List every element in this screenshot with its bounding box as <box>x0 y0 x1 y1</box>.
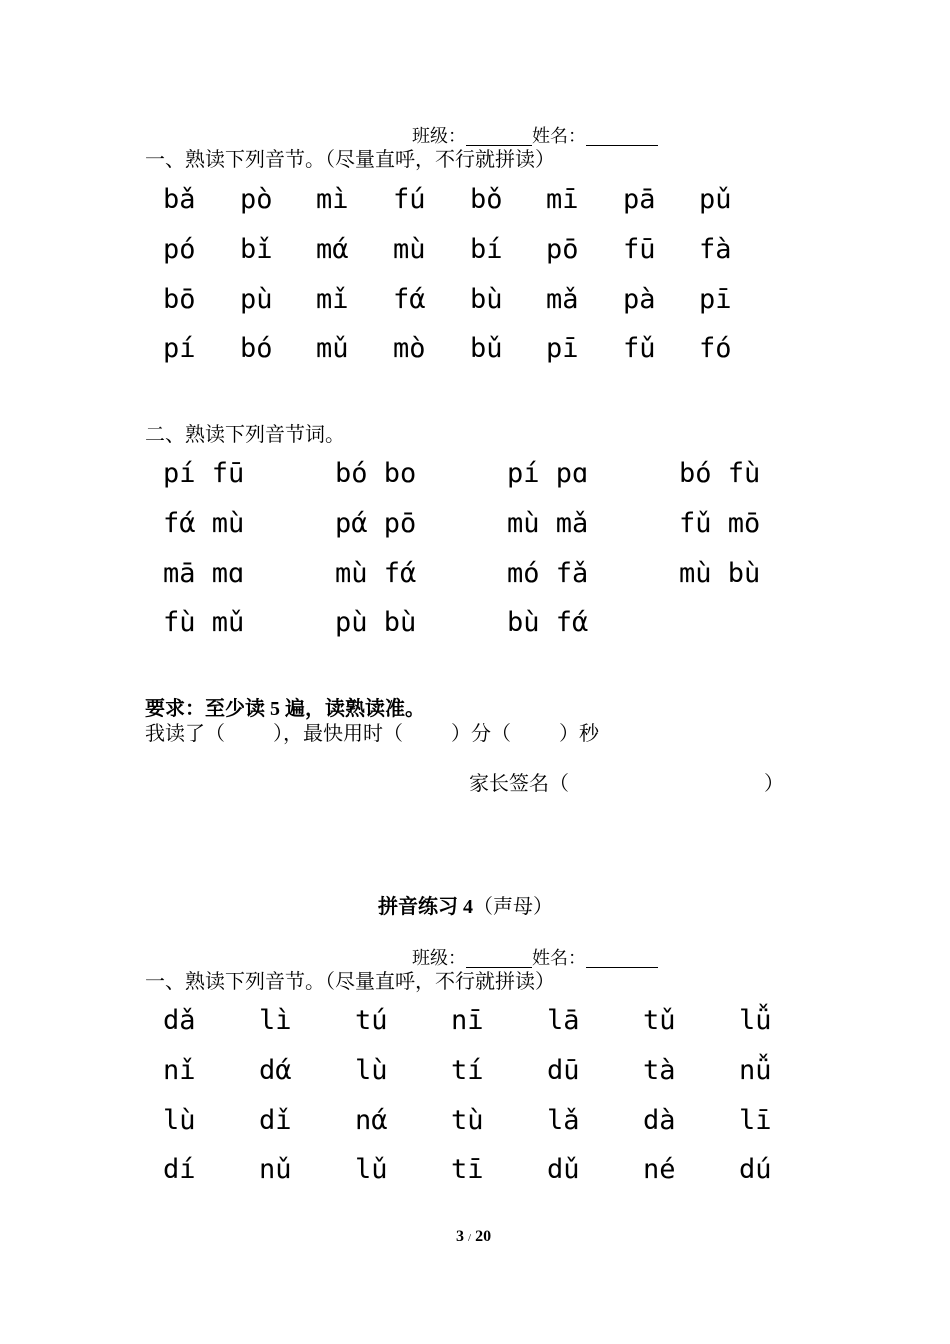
part2-heading: 二、熟读下列音节词。 <box>145 424 345 446</box>
syllable: dū <box>547 1055 580 1086</box>
syllable: bǐ <box>240 234 273 265</box>
page-total: 20 <box>475 1228 492 1245</box>
syllable-word: mó fǎ <box>507 558 589 589</box>
class-blank[interactable] <box>466 951 532 968</box>
syllable: pī <box>546 333 579 364</box>
syllable: pà <box>623 284 656 315</box>
name-label: 姓名： <box>532 126 586 146</box>
parent-signature-line <box>469 772 784 796</box>
syllable: mǔ <box>316 333 349 364</box>
syllable: tú <box>355 1005 388 1036</box>
syllable: mǎ <box>546 284 579 315</box>
syllable: nǚ <box>739 1055 772 1086</box>
page-current: 3 <box>456 1228 464 1245</box>
syllable: pǔ <box>699 184 732 215</box>
syllable: fà <box>699 234 732 265</box>
signature-label: 家长签名（ <box>469 773 569 795</box>
requirement-text: 要求：至少读 5 遍，读熟读准。 <box>145 698 425 720</box>
syllable: bù <box>470 284 503 315</box>
syllable: fū <box>623 234 656 265</box>
syllable: tí <box>451 1055 484 1086</box>
syllable-word: fά mù <box>163 508 245 539</box>
syllable: mά <box>316 234 349 265</box>
syllable: fǔ <box>623 333 656 364</box>
syllable: bó <box>240 333 273 364</box>
syllable-word: mù bù <box>679 558 761 589</box>
class-name-line-2 <box>412 948 658 968</box>
syllable: tī <box>451 1154 484 1185</box>
syllable: lǔ <box>355 1154 388 1185</box>
syllable: lì <box>259 1005 292 1036</box>
syllable: bǒ <box>470 184 503 215</box>
syllable-word: bó fù <box>679 458 761 489</box>
signature-close: ） <box>764 773 784 795</box>
class-name-line <box>412 126 658 146</box>
syllable-word: bó bo <box>335 458 417 489</box>
syllable-word: pí fū <box>163 458 245 489</box>
syllable: mù <box>393 234 426 265</box>
fastest-time-label: ），最快用时（ <box>273 723 403 745</box>
syllable: pó <box>163 234 196 265</box>
part1-heading-2: 一、熟读下列音节。（尽量直呼，不行就拼读） <box>145 971 555 993</box>
name-label: 姓名： <box>532 948 586 968</box>
syllable-word: fù mǔ <box>163 607 245 638</box>
page-number <box>456 1228 491 1246</box>
syllable: dú <box>739 1154 772 1185</box>
seconds-label: ）秒 <box>559 723 599 745</box>
syllable-word: mù fά <box>335 558 417 589</box>
syllable: tà <box>643 1055 676 1086</box>
syllable: dǐ <box>259 1105 292 1136</box>
syllable: fά <box>393 284 426 315</box>
exercise-title <box>378 895 553 919</box>
syllable-word: mā mɑ <box>163 558 245 589</box>
syllable: dà <box>643 1105 676 1136</box>
syllable: dǔ <box>547 1154 580 1185</box>
syllable-word: mù mǎ <box>507 508 589 539</box>
syllable: dí <box>163 1154 196 1185</box>
part1-heading: 一、熟读下列音节。（尽量直呼，不行就拼读） <box>145 149 555 171</box>
syllable: nά <box>355 1105 388 1136</box>
class-blank[interactable] <box>466 129 532 146</box>
minutes-label: ）分（ <box>451 723 511 745</box>
syllable: pí <box>163 333 196 364</box>
syllable: né <box>643 1154 676 1185</box>
class-label: 班级： <box>412 948 466 968</box>
syllable: mò <box>393 333 426 364</box>
syllable: tǔ <box>643 1005 676 1036</box>
syllable: dά <box>259 1055 292 1086</box>
name-blank[interactable] <box>586 129 658 146</box>
syllable: nǐ <box>163 1055 196 1086</box>
class-label: 班级： <box>412 126 466 146</box>
syllable-word: pά pō <box>335 508 417 539</box>
syllable: pò <box>240 184 273 215</box>
syllable: bí <box>470 234 503 265</box>
syllable: mì <box>316 184 349 215</box>
name-blank[interactable] <box>586 951 658 968</box>
syllable: fú <box>393 184 426 215</box>
syllable: pā <box>623 184 656 215</box>
syllable: pù <box>240 284 273 315</box>
exercise-title-main: 拼音练习 4 <box>378 896 473 918</box>
page-separator: / <box>468 1232 472 1244</box>
syllable-word: pí pɑ <box>507 458 589 489</box>
syllable: bō <box>163 284 196 315</box>
syllable-word: bù fά <box>507 607 589 638</box>
syllable: pō <box>546 234 579 265</box>
read-record-line <box>145 722 599 746</box>
syllable: bǎ <box>163 184 196 215</box>
exercise-title-sub: （声母） <box>473 896 553 918</box>
syllable: fó <box>699 333 732 364</box>
syllable: bǔ <box>470 333 503 364</box>
syllable: lù <box>355 1055 388 1086</box>
syllable: lī <box>739 1105 772 1136</box>
syllable: lǎ <box>547 1105 580 1136</box>
syllable: pī <box>699 284 732 315</box>
syllable: dǎ <box>163 1005 196 1036</box>
syllable-word: pù bù <box>335 607 417 638</box>
syllable: tù <box>451 1105 484 1136</box>
syllable: lā <box>547 1005 580 1036</box>
syllable: nǔ <box>259 1154 292 1185</box>
syllable: lǚ <box>739 1005 772 1036</box>
syllable: lù <box>163 1105 196 1136</box>
syllable: mǐ <box>316 284 349 315</box>
read-count-label: 我读了（ <box>145 723 225 745</box>
syllable-word: fǔ mō <box>679 508 761 539</box>
syllable: nī <box>451 1005 484 1036</box>
syllable: mī <box>546 184 579 215</box>
